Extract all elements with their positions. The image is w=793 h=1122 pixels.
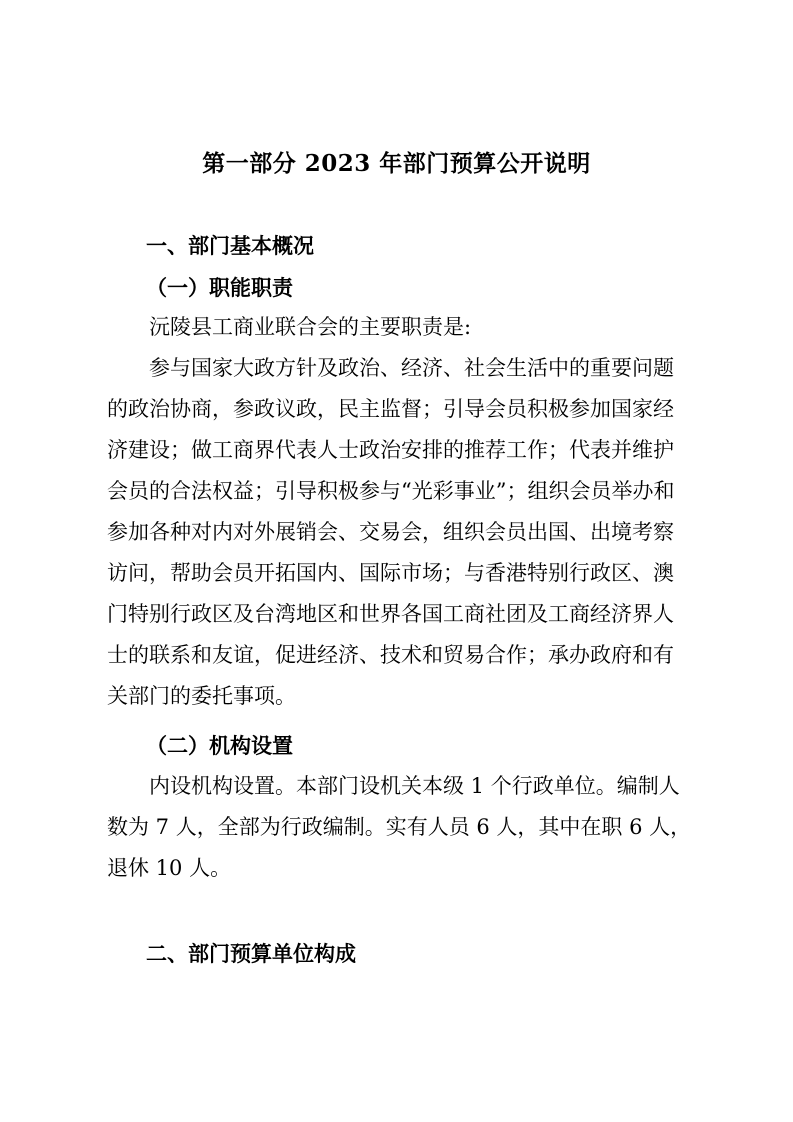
- organization-line: 内设机构设置。本部门设机关本级 1 个行政单位。编制人: [149, 774, 680, 798]
- section-heading-basic-overview: 一、部门基本概况: [146, 233, 314, 258]
- functions-intro: [149, 307, 729, 348]
- functions-line: 关部门的委托事项。: [107, 684, 296, 708]
- functions-line: 的政治协商，参政议政，民主监督；引导会员积极参加国家经: [107, 397, 674, 421]
- organization-line: 数为 7 人，全部为行政编制。实有人员 6 人，其中在职 6 人，: [107, 815, 692, 839]
- functions-line: 士的联系和友谊，促进经济、技术和贸易合作；承办政府和有: [107, 643, 674, 667]
- organization-line: 退休 10 人。: [107, 856, 232, 880]
- functions-line: 参加各种对内对外展销会、交易会，组织会员出国、出境考察: [107, 520, 674, 544]
- subsection-heading-functions: （一）职能职责: [146, 275, 293, 300]
- functions-paragraph: [107, 348, 687, 717]
- functions-intro-text: 沅陵县工商业联合会的主要职责是:: [149, 315, 472, 339]
- functions-line: 会员的合法权益；引导积极参与“光彩事业”；组织会员举办和: [107, 479, 675, 503]
- document-title: 第一部分 2023 年部门预算公开说明: [202, 150, 591, 177]
- organization-paragraph: [107, 766, 692, 889]
- functions-line: 门特别行政区及台湾地区和世界各国工商社团及工商经济界人: [107, 602, 674, 626]
- subsection-heading-organization: （二）机构设置: [146, 733, 293, 758]
- functions-line: 访问，帮助会员开拓国内、国际市场；与香港特别行政区、澳: [107, 561, 674, 585]
- section-heading-budget-units: 二、部门预算单位构成: [146, 941, 356, 966]
- functions-line: 参与国家大政方针及政治、经济、社会生活中的重要问题: [149, 356, 674, 380]
- functions-line: 济建设；做工商界代表人士政治安排的推荐工作；代表并维护: [107, 438, 674, 462]
